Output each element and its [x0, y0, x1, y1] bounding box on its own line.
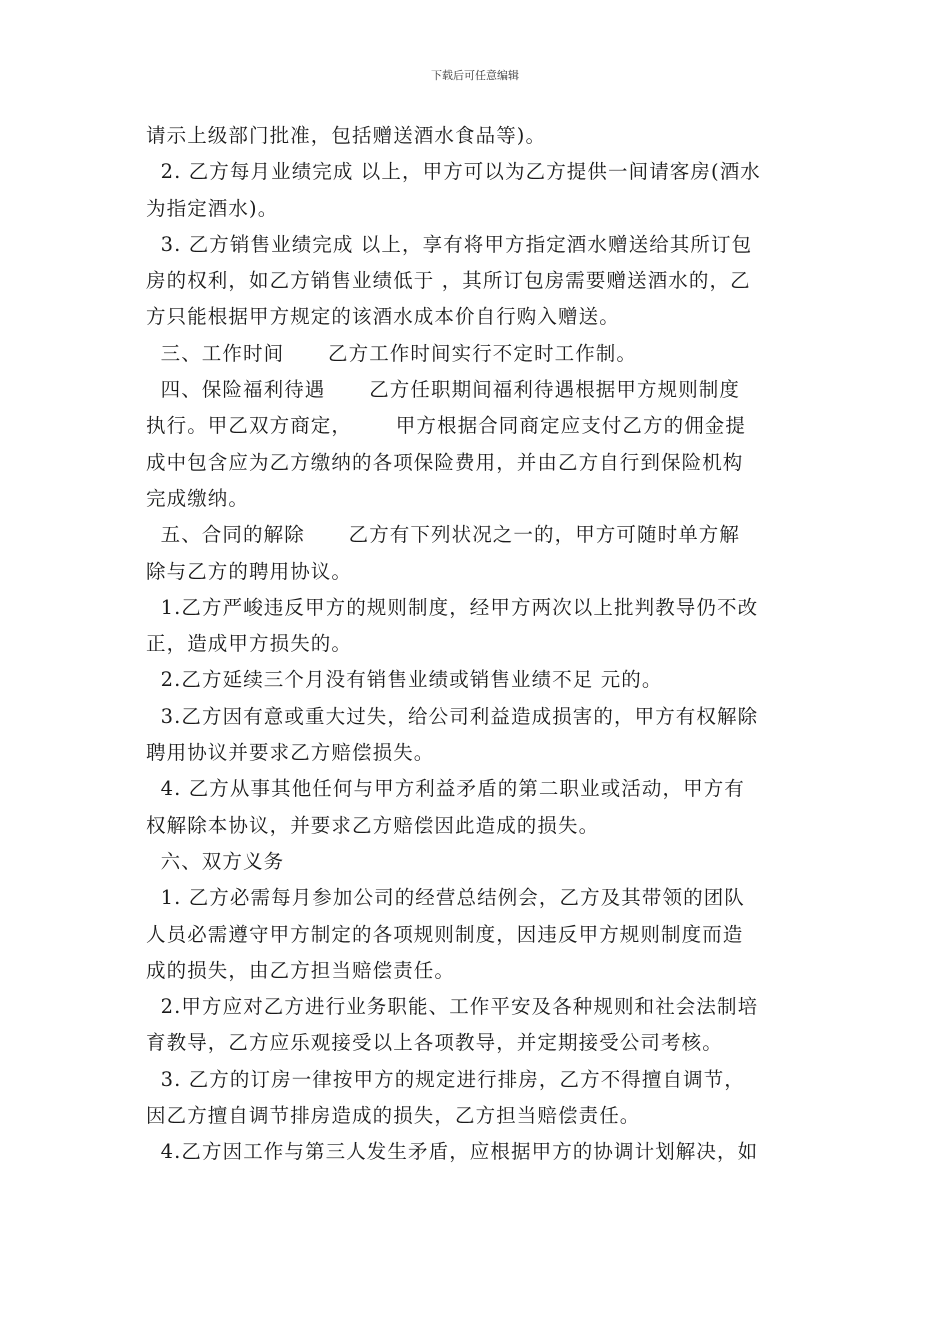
text-line: 4.乙方因工作与第三人发生矛盾，应根据甲方的协调计划解决，如: [146, 1140, 759, 1164]
text-line: 3. 乙方的订房一律按甲方的规定进行排房，乙方不得擅自调节，: [146, 1067, 745, 1091]
text-line: 请示上级部门批准，包括赠送酒水食品等)。: [146, 124, 547, 147]
text-line: 1.乙方严峻违反甲方的规则制度，经甲方两次以上批判教导仍不改: [146, 595, 759, 619]
text-line: 权解除本协议，并要求乙方赔偿因此造成的损失。: [146, 813, 600, 837]
text-line: 成中包含应为乙方缴纳的各项保险费用，并由乙方自行到保险机构: [146, 450, 744, 474]
text-line: 房的权利，如乙方销售业绩低于 ，其所订包房需要赠送酒水的，乙: [146, 269, 751, 293]
text-line: 2. 乙方每月业绩完成 以上，甲方可以为乙方提供一间请客房(酒水: [146, 160, 761, 184]
text-line: 除与乙方的聘用协议。: [146, 559, 353, 583]
document-body: [146, 118, 814, 1171]
text-line: 成的损失，由乙方担当赔偿责任。: [146, 958, 456, 982]
text-line: 执行。甲乙双方商定， 甲方根据合同商定应支付乙方的佣金提: [146, 414, 746, 438]
section-heading-line: 四、保险福利待遇 乙方任职期间福利待遇根据甲方规则制度: [146, 378, 740, 402]
section-heading-line: 三、工作时间 乙方工作时间实行不定时工作制。: [146, 341, 637, 365]
text-line: 2.乙方延续三个月没有销售业绩或销售业绩不足 元的。: [146, 668, 663, 692]
page-header: 下载后可任意编辑: [431, 69, 519, 82]
text-line: 完成缴纳。: [146, 486, 250, 510]
section-heading-line: 六、双方义务: [146, 849, 285, 873]
text-line: 方只能根据甲方规定的该酒水成本价自行购入赠送。: [146, 305, 620, 329]
text-line: 因乙方擅自调节排房造成的损失，乙方担当赔偿责任。: [146, 1104, 641, 1128]
section-heading-line: 五、合同的解除 乙方有下列状况之一的，甲方可随时单方解: [146, 523, 740, 547]
text-line: 4. 乙方从事其他任何与甲方利益矛盾的第二职业或活动，甲方有: [146, 777, 745, 801]
text-line: 2.甲方应对乙方进行业务职能、工作平安及各种规则和社会法制培: [146, 995, 759, 1019]
text-line: 人员必需遵守甲方制定的各项规则制度，因违反甲方规则制度而造: [146, 922, 744, 946]
text-line: 3.乙方因有意或重大过失，给公司利益造成损害的，甲方有权解除: [146, 704, 759, 728]
text-line: 3. 乙方销售业绩完成 以上，享有将甲方指定酒水赠送给其所订包: [146, 232, 753, 256]
text-line: 育教导，乙方应乐观接受以上各项教导，并定期接受公司考核。: [146, 1031, 723, 1055]
text-line: 正，造成甲方损失的。: [146, 632, 353, 656]
text-line: 1. 乙方必需每月参加公司的经营总结例会，乙方及其带领的团队: [146, 886, 745, 910]
text-line: 为指定酒水)。: [146, 196, 279, 220]
text-line: 聘用协议并要求乙方赔偿损失。: [146, 741, 435, 765]
